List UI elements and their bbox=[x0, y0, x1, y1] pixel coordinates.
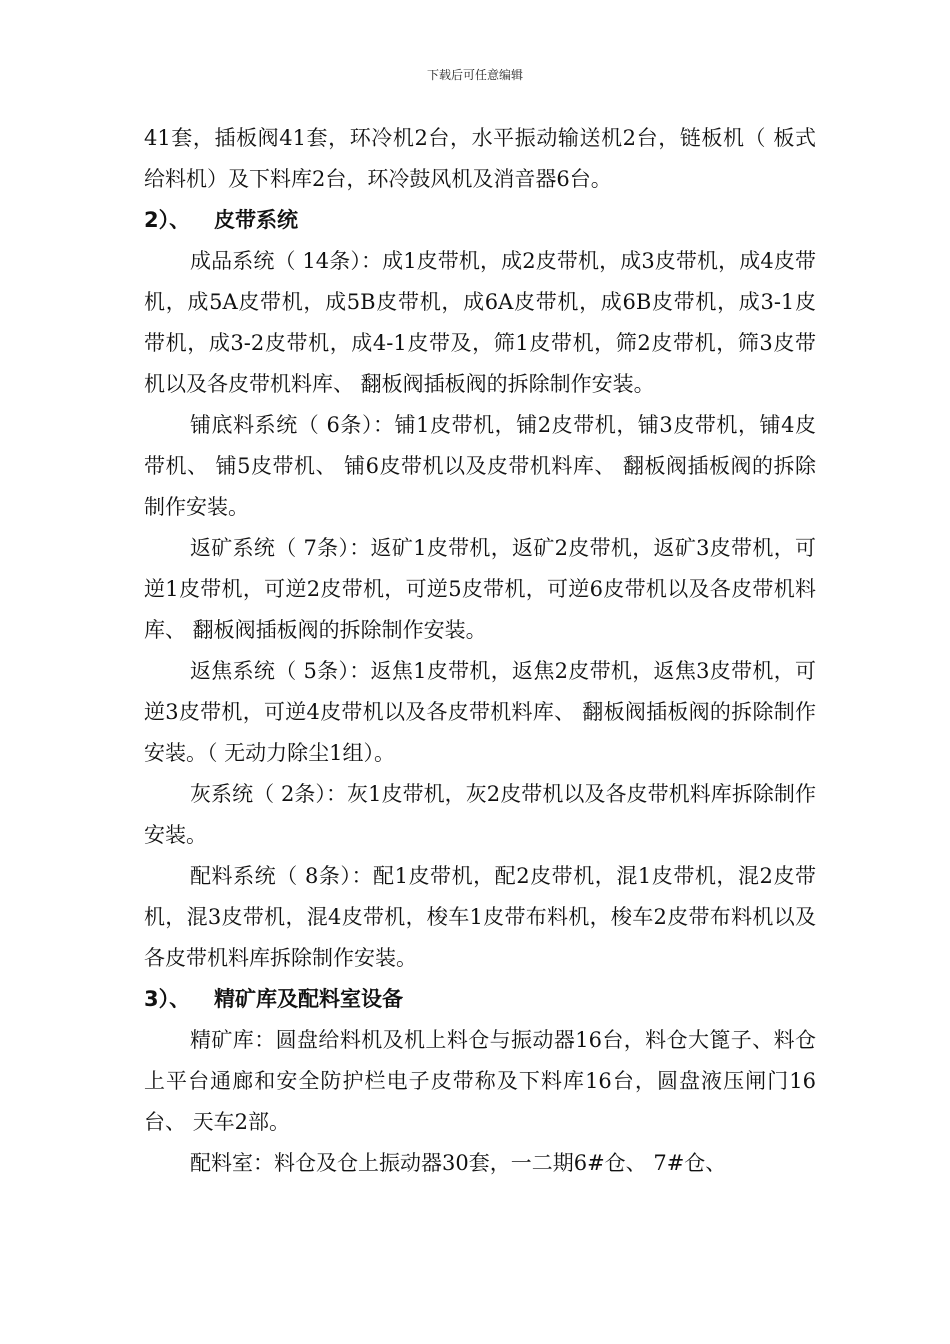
document-body bbox=[144, 118, 816, 1184]
paragraph-batching-system: 配料系统（ 8条）：配1皮带机，配2皮带机，混1皮带机，混2皮带机，混3皮带机，混4皮带机，梭车1皮带布料机，梭车2皮带布料机以及各皮带机料库拆除制作安装。 bbox=[144, 864, 816, 970]
paragraph-concentrate-storage: 精矿库：圆盘给料机及机上料仓与振动器16台，料仓大篦子、料仓上平台通廊和安全防护栏电子皮带称及下料库16台，圆盘液压闸门16台、 天车2部。 bbox=[144, 1028, 816, 1134]
section-heading-belt-system bbox=[144, 200, 816, 241]
paragraph-finished-product-system: 成品系统（ 14条）：成1皮带机，成2皮带机，成3皮带机，成4皮带机，成5A皮带机，成5B皮带机，成6A皮带机，成6B皮带机，成3-1皮带机，成3-2皮带机，成4-1皮带及，筛1皮带机，筛2皮带机，筛3皮带机以及各皮带机料库、 翻板阀插板阀的拆除制作安装。 bbox=[144, 249, 816, 396]
section-heading-concentrate-storage bbox=[144, 979, 816, 1020]
section-title: 皮带系统 bbox=[214, 208, 298, 232]
paragraph-ash-system: 灰系统（ 2条）：灰1皮带机，灰2皮带机以及各皮带机料库拆除制作安装。 bbox=[144, 782, 816, 847]
paragraph-intro: 41套，插板阀41套，环冷机2台，水平振动输送机2台，链板机（ 板式给料机）及下料库2台，环冷鼓风机及消音器6台。 bbox=[144, 126, 816, 191]
paragraph-batching-room: 配料室：料仓及仓上振动器30套，一二期6#仓、 7#仓、 bbox=[190, 1151, 727, 1175]
section-number: 3）、 bbox=[144, 987, 191, 1011]
paragraph-return-ore-system: 返矿系统（ 7条）：返矿1皮带机，返矿2皮带机，返矿3皮带机，可逆1皮带机，可逆2皮带机，可逆5皮带机，可逆6皮带机以及各皮带机料库、 翻板阀插板阀的拆除制作安装。 bbox=[144, 536, 816, 642]
section-number: 2）、 bbox=[144, 208, 191, 232]
section-title: 精矿库及配料室设备 bbox=[214, 987, 403, 1011]
paragraph-bedding-material-system: 铺底料系统（ 6条）：铺1皮带机，铺2皮带机，铺3皮带机，铺4皮带机、 铺5皮带机、 铺6皮带机以及皮带机料库、 翻板阀插板阀的拆除制作安装。 bbox=[144, 413, 816, 519]
page-header: 下载后可任意编辑 bbox=[426, 68, 523, 82]
paragraph-return-coke-system: 返焦系统（ 5条）：返焦1皮带机，返焦2皮带机，返焦3皮带机，可逆3皮带机，可逆4皮带机以及各皮带机料库、 翻板阀插板阀的拆除制作安装。（ 无动力除尘1组）。 bbox=[144, 659, 816, 765]
